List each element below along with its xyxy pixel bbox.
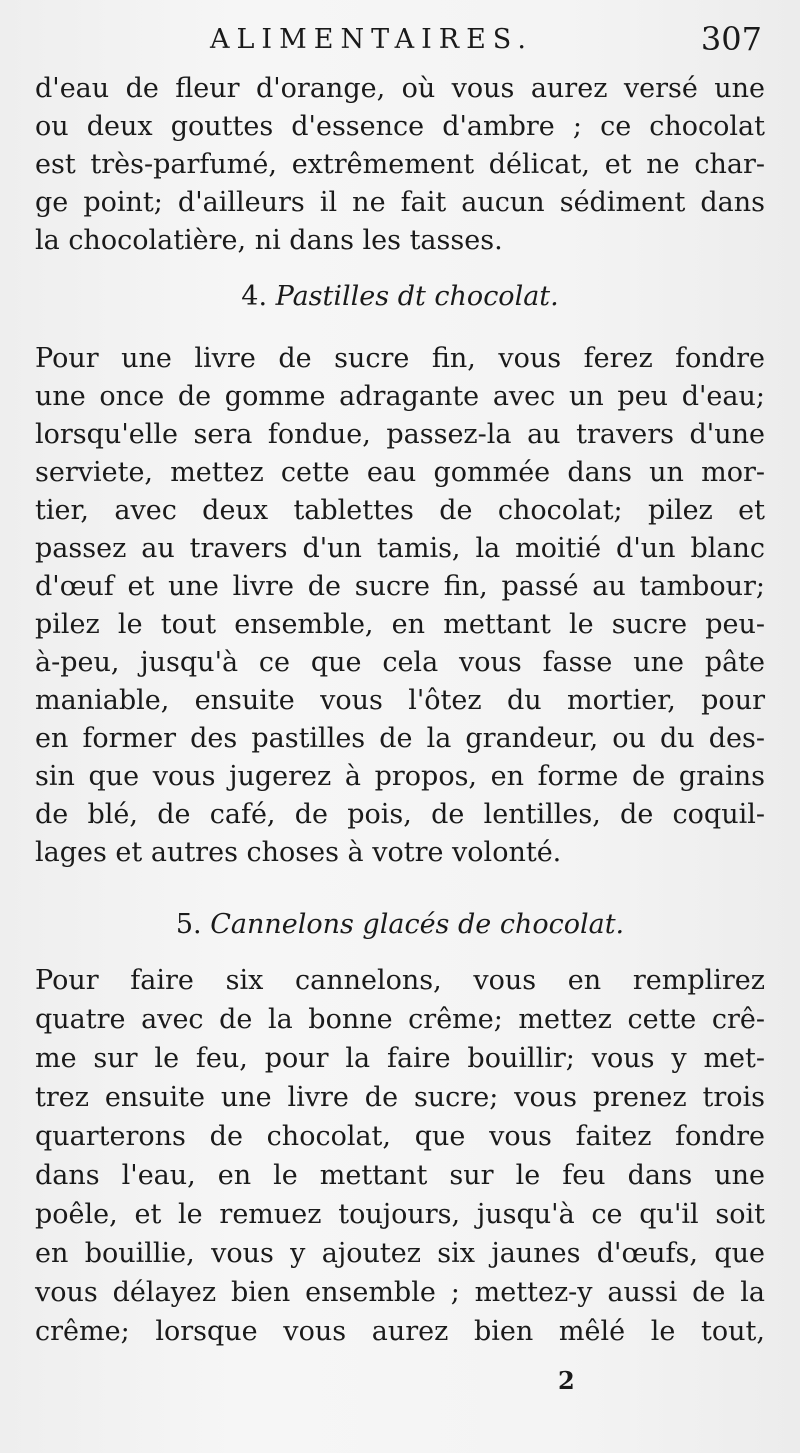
text-line: est très-parfumé, extrêmement délicat, et ne char-	[35, 149, 765, 180]
text-line: ge point; d'ailleurs il ne fait aucun sédiment dans	[35, 187, 765, 218]
text-line: Pour faire six cannelons, vous en remplirez	[35, 965, 765, 996]
section-number: 4.	[241, 281, 268, 312]
text-line: la chocolatière, ni dans les tasses.	[35, 225, 503, 256]
text-line: à-peu, jusqu'à ce que cela vous fasse une pâte	[35, 647, 765, 678]
page-header	[30, 20, 770, 64]
text-line: poêle, et le remuez toujours, jusqu'à ce qu'il soit	[35, 1199, 765, 1230]
text-line: lorsqu'elle sera fondue, passez-la au travers d'une	[35, 419, 765, 450]
text-line: quatre avec de la bonne crême; mettez cette crê-	[35, 1004, 765, 1035]
text-line: une once de gomme adragante avec un peu d'eau;	[35, 381, 765, 412]
text-line: lages et autres choses à votre volonté.	[35, 837, 562, 868]
text-line: en bouillie, vous y ajoutez six jaunes d'œufs, que	[35, 1238, 765, 1269]
page-number: 307	[700, 20, 762, 58]
text-line: dans l'eau, en le mettant sur le feu dans une	[35, 1160, 765, 1191]
text-line: crême; lorsque vous aurez bien mêlé le tout,	[35, 1316, 765, 1347]
text-line: trez ensuite une livre de sucre; vous prenez trois	[35, 1082, 765, 1113]
text-line: quarterons de chocolat, que vous faitez fondre	[35, 1121, 765, 1152]
section-number: 5.	[175, 909, 202, 940]
text-line: maniable, ensuite vous l'ôtez du mortier, pour	[35, 685, 765, 716]
running-title: ALIMENTAIRES.	[210, 24, 533, 55]
text-line: Pour une livre de sucre fin, vous ferez fondre	[35, 343, 765, 374]
text-line: ou deux gouttes d'essence d'ambre ; ce chocolat	[35, 111, 765, 142]
section-4-heading	[0, 278, 800, 316]
text-line: me sur le feu, pour la faire bouillir; vous y met-	[35, 1043, 765, 1074]
section-title: Pastilles dt chocolat.	[275, 281, 559, 312]
text-line: d'eau de fleur d'orange, où vous aurez versé une	[35, 73, 765, 104]
text-line: passez au travers d'un tamis, la moitié d'un blanc	[35, 533, 765, 564]
section-title: Cannelons glacés de chocolat.	[210, 909, 625, 940]
text-line: pilez le tout ensemble, en mettant le sucre peu-	[35, 609, 765, 640]
text-line: vous délayez bien ensemble ; mettez-y aussi de la	[35, 1277, 765, 1308]
text-line: sin que vous jugerez à propos, en forme de grains	[35, 761, 765, 792]
text-line: d'œuf et une livre de sucre fin, passé au tambour;	[35, 571, 765, 602]
signature-mark: 2	[558, 1366, 575, 1395]
text-line: tier, avec deux tablettes de chocolat; pilez et	[35, 495, 765, 526]
text-line: en former des pastilles de la grandeur, ou du des-	[35, 723, 765, 754]
text-line: serviete, mettez cette eau gommée dans un mor-	[35, 457, 765, 488]
text-line: de blé, de café, de pois, de lentilles, de coquil-	[35, 799, 765, 830]
section-5-heading	[0, 906, 800, 944]
